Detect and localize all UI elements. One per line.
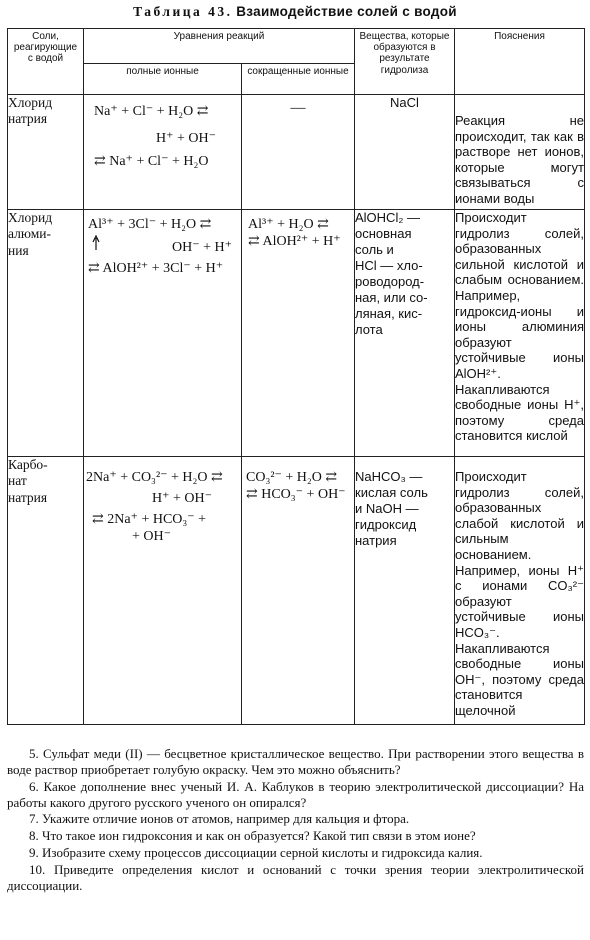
- explanation-text: Реакция не происходит, так как в растворе нет ионов, которые могут связываться с ионами воды: [455, 95, 585, 210]
- reduced-ionic-equation: —: [242, 95, 355, 210]
- header-salt: Соли, реагирующие с водой: [8, 29, 84, 95]
- question-item: 9. Изобразите схему процессов диссоциации серной кислоты и гидроксида калия.: [29, 845, 483, 861]
- explanation-text: Происходит гидролиз солей, образованных сильной кислотой и слабым основанием. Например, гидроксид-ионы и ионы алюминия образуют устойчивые ионы AlOH²⁺. Накапливаются свободные ионы H⁺, поэтому среда становится кислой: [455, 210, 585, 457]
- hydrolysis-products: NaCl: [355, 95, 455, 210]
- salt-name: Хлорид натрия: [8, 95, 84, 210]
- reduced-ionic-equation: CO₃²⁻ + H₂O ⇄ ⇄ HCO₃⁻ + OH⁻: [242, 457, 355, 725]
- full-ionic-equation: Al³⁺ + 3Cl⁻ + H₂O ⇄ OH⁻ + H⁺ ⇄ AlOH²⁺ + 3Cl⁻ + H⁺: [84, 210, 242, 457]
- table-row: [8, 95, 585, 210]
- salt-name: Карбо- нат натрия: [8, 457, 84, 725]
- question-item: 5. Сульфат меди (II) — бесцветное кристаллическое вещество. При растворении этого вещества в воде раствор приобретает голубую окраску. Чем это можно объяснить?: [7, 746, 584, 777]
- full-ionic-equation: Na⁺ + Cl⁻ + H₂O ⇄ H⁺ + OH⁻ ⇄ Na⁺ + Cl⁻ + H₂O: [84, 95, 242, 210]
- header-equations: Уравнения реакций: [84, 29, 355, 64]
- question-item: 7. Укажите отличие ионов от атомов, например для кальция и фтора.: [29, 811, 410, 827]
- table-number: Таблица 43.: [133, 4, 233, 19]
- header-reduced-ionic: сокращенные ионные: [242, 64, 355, 95]
- table-name: Взаимодействие солей с водой: [236, 4, 457, 19]
- question-item: 6. Какое дополнение внес ученый И. А. Каблуков в теорию электролитической диссоциации? На работы какого другого русского ученого он опирался?: [7, 778, 584, 810]
- questions-list: [7, 746, 584, 895]
- hydrolysis-products: AlOHCl₂ — основная соль и HCl — хло- роводород- ная, или со- ляная, кис- лота: [355, 210, 455, 457]
- salt-name: Хлорид алюми- ния: [8, 210, 84, 457]
- question-item: 8. Что такое ион гидроксония и как он образуется? Какой тип связи в этом ионе?: [29, 828, 476, 844]
- explanation-text: Происходит гидролиз солей, образованных слабой кислотой и сильным основанием. Например, ионы H⁺ с ионами CO₃²⁻ образуют устойчивые ионы HCO₃⁻. Накапливаются свободные ионы OH⁻, поэтому среда становится щелочной: [455, 457, 585, 725]
- reduced-ionic-equation: Al³⁺ + H₂O ⇄ ⇄ AlOH²⁺ + H⁺: [242, 210, 355, 457]
- header-products: Вещества, которые образуются в результате гидролиза: [355, 29, 455, 95]
- question-item: 10. Приведите определения кислот и оснований с точки зрения теории электролитической диссоциации.: [7, 862, 584, 893]
- header-full-ionic: полные ионные: [84, 64, 242, 95]
- header-explanation: Пояснения: [455, 29, 585, 95]
- table-title: [0, 4, 590, 20]
- table-row: [8, 210, 585, 457]
- full-ionic-equation: 2Na⁺ + CO₃²⁻ + H₂O ⇄ H⁺ + OH⁻ ⇄ 2Na⁺ + HCO₃⁻ + + OH⁻: [84, 457, 242, 725]
- table-row: [8, 457, 585, 725]
- hydrolysis-table: [7, 28, 585, 725]
- hydrolysis-products: NaHCO₃ — кислая соль и NaOH — гидроксид натрия: [355, 457, 455, 725]
